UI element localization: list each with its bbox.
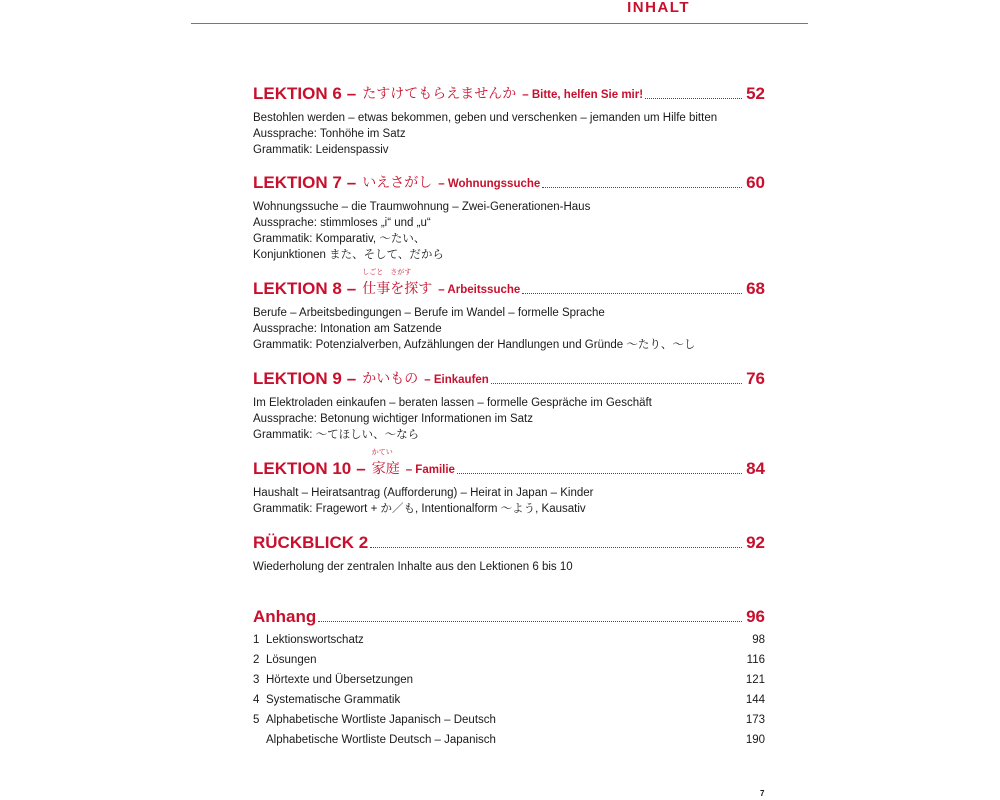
lesson-japanese-title: 仕事を探す <box>362 281 433 297</box>
lesson-dash: – <box>346 279 357 298</box>
lesson-10 <box>253 448 765 517</box>
dot-leader <box>522 293 742 294</box>
lesson-9 <box>253 369 765 443</box>
lesson-pronunciation-line: Aussprache: Betonung wichtiger Informationen im Satz <box>253 413 533 425</box>
review-description: Wiederholung der zentralen Inhalte aus den Lektionen 6 bis 10 <box>253 561 573 573</box>
header-rule <box>191 23 808 24</box>
lesson-page: 52 <box>746 84 765 103</box>
appendix-item[interactable] <box>253 732 765 748</box>
dot-leader <box>457 473 742 474</box>
appendix-item-index: 5 <box>253 714 260 726</box>
review-details <box>253 559 765 575</box>
lesson-grammar-line: Konjunktionen また、そして、だから <box>253 249 444 261</box>
lesson-heading[interactable] <box>253 448 765 479</box>
lesson-subtitle: – Familie <box>405 464 455 476</box>
lesson-label: LEKTION 7 <box>253 173 342 192</box>
appendix-item-page: 173 <box>745 714 765 726</box>
appendix-item-page: 98 <box>752 634 765 646</box>
lesson-6 <box>253 84 765 158</box>
lesson-furigana: かてい <box>371 448 393 456</box>
dot-leader <box>370 547 742 548</box>
lesson-japanese-title: かいもの <box>362 371 419 387</box>
lesson-label: LEKTION 9 <box>253 369 342 388</box>
lesson-page: 60 <box>746 173 765 192</box>
lesson-heading[interactable] <box>253 173 765 193</box>
lesson-grammar-line: Grammatik: 〜てほしい、〜なら <box>253 429 420 441</box>
appendix-item-page: 190 <box>745 734 765 746</box>
lesson-japanese-block <box>371 448 400 479</box>
lesson-8 <box>253 268 765 353</box>
lesson-label: LEKTION 10 <box>253 459 352 478</box>
appendix-item-index <box>253 732 266 748</box>
lesson-details <box>253 395 765 443</box>
lesson-pronunciation-line: Aussprache: Tonhöhe im Satz <box>253 128 406 140</box>
appendix-item[interactable] <box>253 692 765 708</box>
lesson-page: 76 <box>746 369 765 388</box>
lesson-japanese-title: 家庭 <box>371 461 400 477</box>
appendix-item[interactable] <box>253 712 765 728</box>
lesson-pronunciation-line: Aussprache: Intonation am Satzende <box>253 323 442 335</box>
lesson-topic-line: Haushalt – Heiratsantrag (Aufforderung) – Heirat in Japan – Kinder <box>253 487 594 499</box>
lesson-japanese-title: いえさがし <box>362 175 433 191</box>
lesson-pronunciation-line: Aussprache: stimmloses „i“ und „u“ <box>253 217 431 229</box>
dot-leader <box>542 187 742 188</box>
lesson-furigana: しごと さがす <box>362 268 412 276</box>
appendix-item-title: Alphabetische Wortliste Deutsch – Japanisch <box>266 734 496 746</box>
appendix-item-title: Alphabetische Wortliste Japanisch – Deutsch <box>266 714 496 726</box>
lesson-details <box>253 199 765 263</box>
appendix-page: 96 <box>746 607 765 626</box>
appendix <box>253 607 765 627</box>
appendix-heading[interactable] <box>253 607 765 627</box>
appendix-item-page: 121 <box>745 674 765 686</box>
appendix-item-title: Lösungen <box>266 654 317 666</box>
lesson-grammar-line: Grammatik: Komparativ, 〜たい、 <box>253 233 426 245</box>
lesson-details <box>253 110 765 158</box>
review-2 <box>253 533 765 575</box>
appendix-item-title: Systematische Grammatik <box>266 694 401 706</box>
lesson-topic-line: Berufe – Arbeitsbedingungen – Berufe im Wandel – formelle Sprache <box>253 307 605 319</box>
lesson-heading[interactable] <box>253 268 765 299</box>
lesson-heading[interactable] <box>253 84 765 104</box>
lesson-topic-line: Wohnungssuche – die Traumwohnung – Zwei-Generationen-Haus <box>253 201 591 213</box>
lesson-page: 84 <box>746 459 765 478</box>
lesson-dash: – <box>346 84 357 103</box>
appendix-item-title: Lektionswortschatz <box>266 634 364 646</box>
lesson-page: 68 <box>746 279 765 298</box>
lesson-dash: – <box>346 173 357 192</box>
lesson-topic-line: Im Elektroladen einkaufen – beraten lassen – formelle Gespräche im Geschäft <box>253 397 652 409</box>
lesson-subtitle: – Wohnungssuche <box>438 178 541 190</box>
lesson-dash: – <box>346 369 357 388</box>
appendix-item-index: 3 <box>253 674 260 686</box>
appendix-item-index: 2 <box>253 654 260 666</box>
dot-leader <box>491 383 742 384</box>
appendix-item-index: 4 <box>253 694 260 706</box>
lesson-7 <box>253 173 765 263</box>
appendix-item[interactable] <box>253 632 765 648</box>
review-heading[interactable] <box>253 533 765 553</box>
header-title: INHALT <box>627 0 690 16</box>
review-page: 92 <box>746 533 765 552</box>
lesson-subtitle: – Arbeitssuche <box>438 284 521 296</box>
lesson-topic-line: Bestohlen werden – etwas bekommen, geben und verschenken – jemanden um Hilfe bitten <box>253 112 718 124</box>
lesson-subtitle: – Einkaufen <box>424 374 489 386</box>
appendix-label: Anhang <box>253 607 317 626</box>
dot-leader <box>645 98 742 99</box>
lesson-label: LEKTION 6 <box>253 84 342 103</box>
appendix-item-page: 116 <box>746 654 765 666</box>
appendix-item-page: 144 <box>745 694 765 706</box>
appendix-item-index: 1 <box>253 634 260 646</box>
lesson-subtitle: – Bitte, helfen Sie mir! <box>522 89 644 101</box>
lesson-heading[interactable] <box>253 369 765 389</box>
lesson-dash: – <box>356 459 366 478</box>
lesson-japanese-title: たすけてもらえませんか <box>362 86 517 102</box>
lesson-grammar-line: Grammatik: Leidenspassiv <box>253 144 389 156</box>
lesson-grammar-line: Grammatik: Potenzialverben, Aufzählungen der Handlungen und Gründe 〜たり、〜し <box>253 339 696 351</box>
dot-leader <box>318 621 742 622</box>
lesson-japanese-block <box>362 268 433 299</box>
review-label: RÜCKBLICK 2 <box>253 533 369 552</box>
appendix-item[interactable] <box>253 652 765 668</box>
appendix-item-title: Hörtexte und Übersetzungen <box>266 674 414 686</box>
lesson-label: LEKTION 8 <box>253 279 342 298</box>
appendix-item[interactable] <box>253 672 765 688</box>
lesson-grammar-line: Grammatik: Fragewort + か／も, Intentionalform 〜よう, Kausativ <box>253 503 586 515</box>
lesson-details <box>253 485 765 517</box>
page-number: 7 <box>760 789 765 798</box>
lesson-details <box>253 305 765 353</box>
